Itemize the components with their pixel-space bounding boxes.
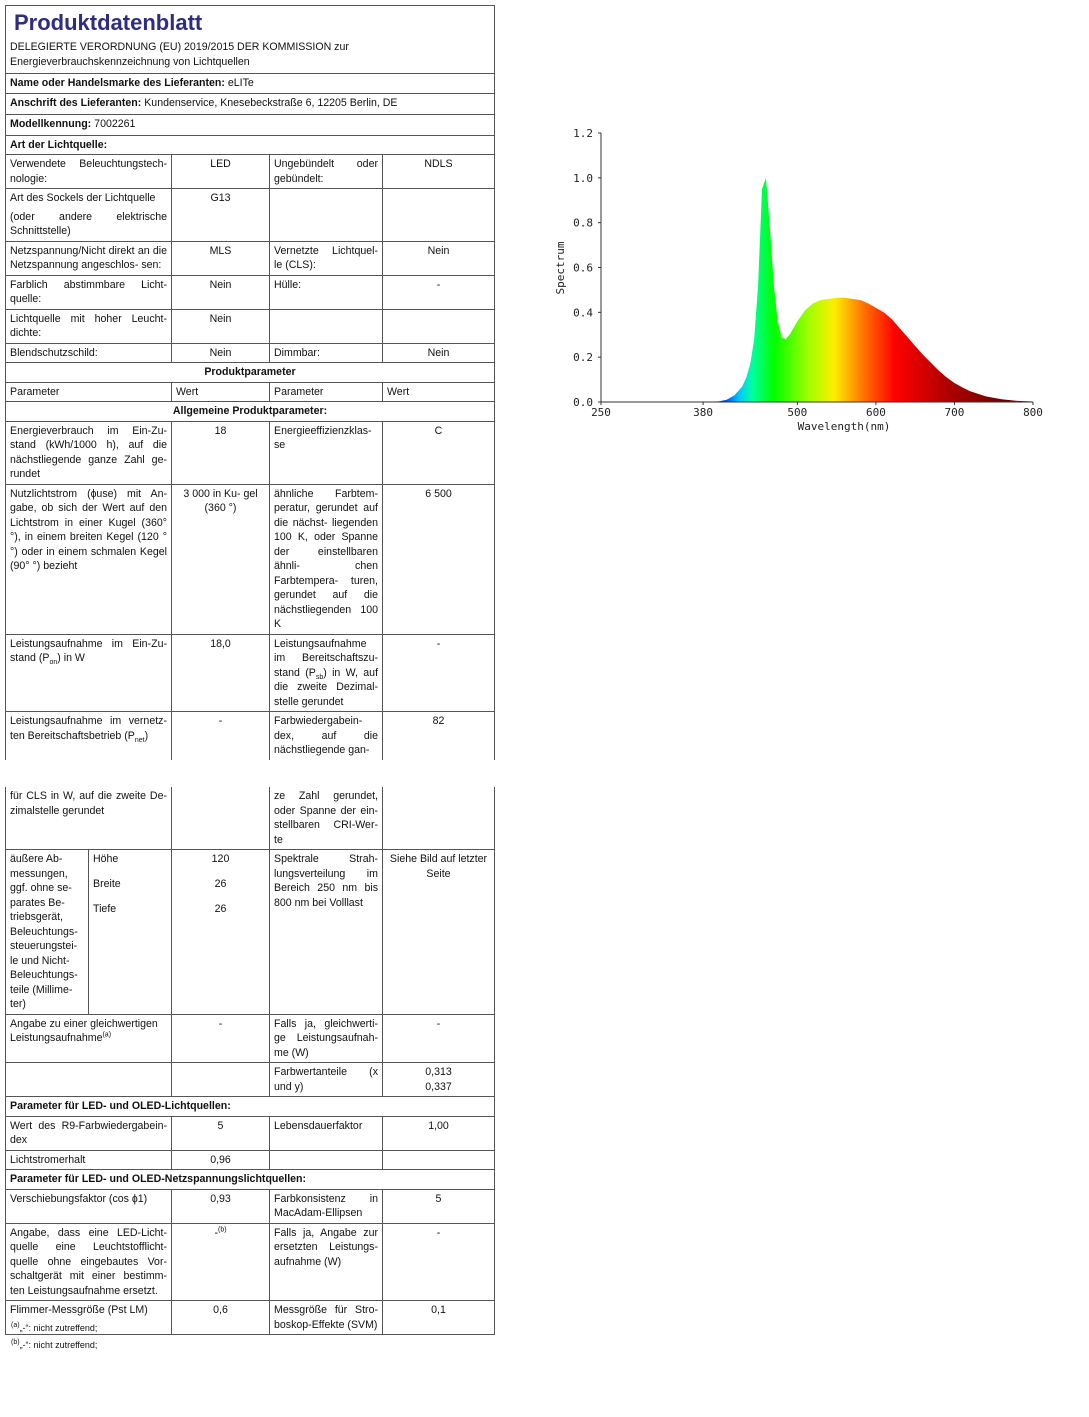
dimension-name: Höhe [89, 850, 172, 875]
y-axis-label: Spectrum [554, 241, 567, 295]
param-value: Nein [383, 241, 495, 275]
param-label [270, 309, 383, 343]
product-datasheet-continued [5, 787, 494, 1335]
param-label: Blendschutzschild: [6, 343, 172, 363]
param-label: (oder andere elektrische Schnittstelle) [6, 208, 172, 242]
datasheet-table-top [5, 5, 495, 760]
datasheet-table-bottom [5, 787, 495, 1335]
y-tick-label: 1.0 [573, 171, 593, 185]
table-row [6, 634, 495, 712]
param-value [383, 309, 495, 343]
dimension-value: 26 [172, 900, 270, 1015]
param-label: Energieverbrauch im Ein-Zu- stand (kWh/1000 h), auf die nächstliegende ganze Zahl ge- rundet [6, 421, 172, 484]
column-headers [6, 382, 495, 402]
section-general-params: Allgemeine Produktparameter: [6, 402, 495, 422]
model-value: 7002261 [94, 117, 136, 130]
table-row [6, 712, 495, 760]
address-value: Kundenservice, Knesebeckstraße 6, 12205 Berlin, DE [144, 96, 398, 109]
param-value: 0,1 [383, 1301, 495, 1335]
spectrum-chart [552, 120, 1052, 440]
param-label: Flimmer-Messgröße (Pst LM) [6, 1301, 172, 1335]
param-value: 3 000 in Ku- gel (360 °) [172, 484, 270, 634]
x-tick-label: 800 [1023, 406, 1043, 419]
x-axis-label: Wavelength(nm) [797, 420, 891, 433]
supplier-label: Name oder Handelsmarke des Lieferanten: [10, 77, 225, 89]
param-value: 0,6 [172, 1301, 270, 1335]
section-light-type: Art der Lichtquelle: [6, 135, 495, 155]
param-value: - [383, 275, 495, 309]
param-value: - [383, 1223, 495, 1301]
table-row [6, 155, 495, 189]
dimension-value: 26 [172, 875, 270, 900]
param-label: Hülle: [270, 275, 383, 309]
param-label: Farbwertanteile (x und y) [270, 1063, 383, 1097]
dimension-name: Tiefe [89, 900, 172, 1015]
table-row [6, 1063, 495, 1097]
x-tick-label: 700 [944, 406, 965, 419]
param-label: Falls ja, gleichwerti- ge Leistungsaufnah- me (W) [270, 1014, 383, 1063]
param-label: Nutzlichtstrom (ɸuse) mit An- gabe, ob sich der Wert auf den Lichtstrom in einer Kugel (360° °), in einem breiten Kegel (120 °°) oder in einem schmalen Kegel (90° °) bezieht [6, 484, 172, 634]
table-row [6, 241, 495, 275]
footnote: $^{(b)}$„-“: nicht zutreffend; [11, 1339, 98, 1350]
x-tick-label: 250 [591, 406, 611, 419]
param-value: 18,0 [172, 634, 270, 712]
param-label: Verwendete Beleuchtungstech- nologie: [6, 155, 172, 189]
param-label [270, 189, 383, 242]
param-value: 5 [383, 1189, 495, 1223]
param-label: Lebensdauerfaktor [270, 1116, 383, 1150]
y-tick-label: 0.8 [573, 216, 593, 230]
param-label: Lichtquelle mit hoher Leucht- dichte: [6, 309, 172, 343]
param-value: MLS [172, 241, 270, 275]
y-tick-label: 0.0 [573, 396, 593, 409]
param-label: Art des Sockels der Lichtquelle [6, 189, 172, 208]
model-label: Modellkennung: [10, 117, 92, 130]
param-label: Farblich abstimmbare Licht- quelle: [6, 275, 172, 309]
param-label: Spektrale Strah- lungsverteilung im Bereich 250 nm bis 800 nm bei Volllast [270, 850, 383, 1015]
y-tick-label: 1.2 [573, 127, 593, 140]
param-label: Vernetzte Lichtquel- le (CLS): [270, 241, 383, 275]
page-title: Produktdatenblatt [14, 10, 203, 35]
dimensions-row [6, 850, 495, 875]
param-value: LED [172, 155, 270, 189]
param-value: - [172, 712, 270, 760]
column-header: Parameter [6, 382, 172, 402]
param-label: Leistungsaufnahme im vernetz- ten Bereitschaftsbetrieb $(P_{net})$ [6, 712, 172, 760]
column-header: Parameter [270, 382, 383, 402]
param-value: 0,93 [172, 1189, 270, 1223]
param-label: Leistungsaufnahme im Ein-Zu- stand $(P_{on})$ in W [6, 634, 172, 712]
param-label [270, 1150, 383, 1170]
table-row [6, 484, 495, 634]
param-value: 1,00 [383, 1116, 495, 1150]
param-label: Leistungsaufnahme im Bereitschaftszu- stand $(P_{sb})$ in W, auf die zweite Dezimal- stelle gerundet [270, 634, 383, 712]
dimensions-label: äußere Ab- messungen, ggf. ohne se- parates Be- triebsgerät, Beleuchtungs- steuerungstei- le und Nicht- Beleuchtungs- teile (Millime- ter) [6, 850, 89, 1015]
table-row [6, 1014, 495, 1063]
address-label: Anschrift des Lieferanten: [10, 96, 142, 109]
param-value [383, 1150, 495, 1170]
param-value: Nein [383, 343, 495, 363]
param-label: Dimmbar: [270, 343, 383, 363]
param-label: Farbwiedergabein- dex, auf die nächstliegende gan- [270, 712, 383, 760]
y-tick-label: 0.6 [573, 261, 593, 275]
section-mls-params: Parameter für LED- und OLED-Netzspannungslichtquellen: [6, 1170, 495, 1190]
x-tick-label: 500 [787, 406, 808, 419]
param-value: 82 [383, 712, 495, 760]
x-tick-label: 600 [865, 406, 886, 419]
param-value: C [383, 421, 495, 484]
dimension-name: Breite [89, 875, 172, 900]
param-value [383, 787, 495, 850]
param-label: Farbkonsistenz in MacAdam-Ellipsen [270, 1189, 383, 1223]
table-row [6, 787, 495, 850]
param-value [172, 787, 270, 850]
param-value: NDLS [383, 155, 495, 189]
param-value: - [172, 1014, 270, 1063]
table-row [6, 343, 495, 363]
plot-area [703, 178, 1033, 402]
table-row [6, 421, 495, 484]
table-row [6, 1116, 495, 1150]
regulation-text: DELEGIERTE VERORDNUNG (EU) 2019/2015 DER KOMMISSION zur Energieverbrauchskennzeichnung von Lichtquellen [10, 41, 349, 68]
param-value: - [383, 634, 495, 712]
table-row [6, 1223, 495, 1301]
column-header: Wert [383, 382, 495, 402]
table-row [6, 189, 495, 208]
section-led-params: Parameter für LED- und OLED-Lichtquellen: [6, 1097, 495, 1117]
footnote: $^{(a)}$„-“: nicht zutreffend; [11, 1322, 98, 1333]
param-value: -$^{(b)}$ [172, 1223, 270, 1301]
param-value: Nein [172, 309, 270, 343]
param-label: Messgröße für Stro- boskop-Effekte (SVM) [270, 1301, 383, 1335]
footnotes [11, 1320, 97, 1354]
param-label: Wert des R9-Farbwiedergabein- dex [6, 1116, 172, 1150]
x-tick-label: 380 [693, 406, 714, 419]
param-value: 0,313 0,337 [383, 1063, 495, 1097]
param-value: 0,96 [172, 1150, 270, 1170]
param-label: Netzspannung/Nicht direkt an die Netzspannung angeschlos- sen: [6, 241, 172, 275]
table-row [6, 1150, 495, 1170]
supplier-value: eLITe [227, 77, 254, 89]
dimension-value: 120 [172, 850, 270, 875]
param-value: G13 [172, 189, 270, 242]
product-datasheet [5, 5, 494, 760]
param-label [6, 1063, 172, 1097]
param-label: Ungebündelt oder gebündelt: [270, 155, 383, 189]
param-value: Nein [172, 343, 270, 363]
param-value: - [383, 1014, 495, 1063]
param-label: Angabe, dass eine LED-Licht- quelle eine Leuchtstofflicht- quelle ohne eingebautes Vor- schaltgerät mit einer bestimm- ten Leistungsaufnahme ersetzt. [6, 1223, 172, 1301]
param-label: Falls ja, Angabe zur ersetzten Leistungs- aufnahme (W) [270, 1223, 383, 1301]
param-value [172, 1063, 270, 1097]
spectrum-area [703, 178, 1033, 402]
param-label: Verschiebungsfaktor (cos ɸ1) [6, 1189, 172, 1223]
param-value: 6 500 [383, 484, 495, 634]
param-value: 5 [172, 1116, 270, 1150]
param-value: Siehe Bild auf letzter Seite [383, 850, 495, 1015]
table-row [6, 309, 495, 343]
section-product-params: Produktparameter [6, 363, 495, 383]
param-label: für CLS in W, auf die zweite De- zimalstelle gerundet [6, 787, 172, 850]
column-header: Wert [172, 382, 270, 402]
param-value: Nein [172, 275, 270, 309]
y-tick-label: 0.4 [573, 306, 593, 320]
y-tick-label: 0.2 [573, 351, 593, 365]
table-row [6, 1189, 495, 1223]
param-label: ze Zahl gerundet, oder Spanne der ein- stellbaren CRI-Wer- te [270, 787, 383, 850]
param-label: ähnliche Farbtem- peratur, gerundet auf die nächst- liegenden 100 K, oder Spanne der einstellbaren ähnli- chen Farbtempera- turen, gerundet auf die nächstliegenden 100 K [270, 484, 383, 634]
param-label: Angabe zu einer gleichwertigen Leistungsaufnahme$^{(a)}$ [6, 1014, 172, 1063]
table-row [6, 275, 495, 309]
param-value: 18 [172, 421, 270, 484]
param-label: Energieeffizienzklas- se [270, 421, 383, 484]
param-value [383, 189, 495, 242]
param-label: Lichtstromerhalt [6, 1150, 172, 1170]
